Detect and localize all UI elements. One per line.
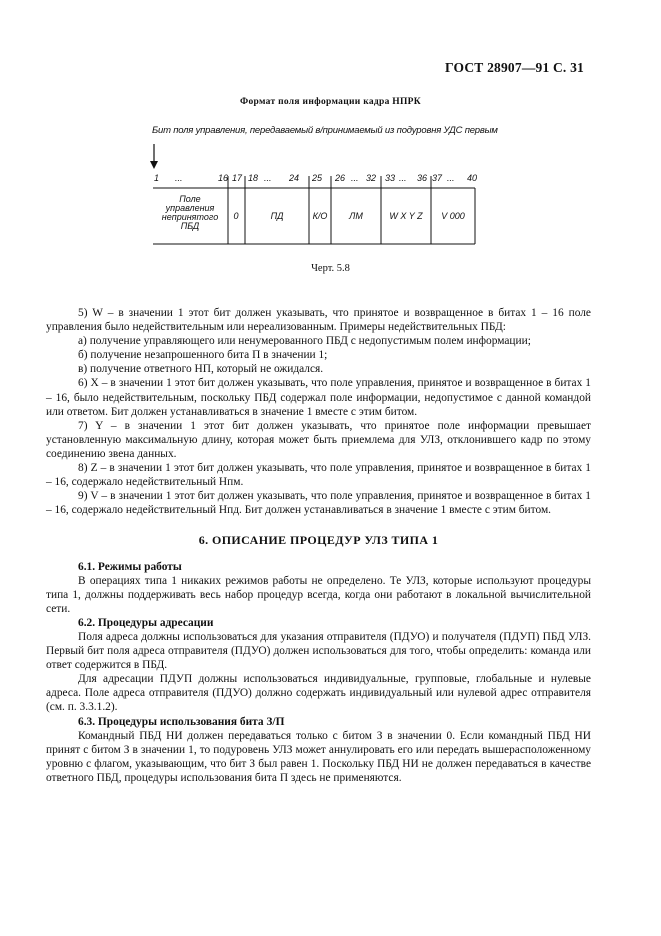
- section-heading: 6. ОПИСАНИЕ ПРОЦЕДУР УЛЗ ТИПА 1: [198, 533, 439, 548]
- paragraph: Поля адреса должны использоваться для указания отправителя (ПДУО) и получателя (ПДУП) ПБД УЛЗ. Первый бит поля адреса отправителя (ПДУО) должен использоваться для того, чтобы определить: команда или ответ содержится в ПБД.: [46, 630, 591, 672]
- arrow-head-icon: [150, 161, 158, 169]
- bit-label: 32: [366, 173, 377, 183]
- field-cell-text: управления: [165, 203, 215, 213]
- paragraph: а) получение управляющего или ненумерованного ПБД с недопустимым полем информации;: [78, 335, 531, 348]
- paragraph: 5) W – в значении 1 этот бит должен указывать, что принятое и возвращенное в битах 1 – 16 поле управления было недействительным или нереализованным. Примеры недействительных ПБД:: [46, 307, 591, 334]
- bit-label: 16: [218, 173, 229, 183]
- bit-label: ...: [351, 173, 359, 183]
- page-header: ГОСТ 28907—91 С. 31: [445, 60, 584, 75]
- bit-label: 33: [385, 173, 396, 183]
- bit-label: ...: [399, 173, 407, 183]
- paragraph: в) получение ответного НП, который не ожидался.: [78, 363, 324, 376]
- bit-label: ...: [264, 173, 272, 183]
- field-cell-text: ЛМ: [349, 211, 363, 221]
- bit-label: 26: [335, 173, 346, 183]
- field-cell-text: ПД: [270, 211, 284, 221]
- paragraph: 7) Y – в значении 1 этот бит должен указывать, что принятое поле информации превышает установленную максимальную длину, которая может быть приемлема для УЛЗ, отклонившего кадр по этому соединению звена данных.: [46, 419, 591, 460]
- bit-label: ...: [447, 173, 455, 183]
- field-cell-text: непринятого: [161, 212, 219, 222]
- subsection-heading: 6.3. Процедуры использования бита З/П: [78, 715, 285, 728]
- paragraph: 6) X – в значении 1 этот бит должен указывать, что поле управления, принятое и возвращенное в битах 1 – 16, было недействительным, поскольку ПБД содержал поле информации, недопустимое с данной командой или ответом. Бит должен устанавливаться в значение 1 вместе с этим битом.: [46, 377, 591, 418]
- figure-caption: Бит поля управления, передаваемый в/принимаемый из подуровня УДС первым: [152, 125, 498, 136]
- subsection-heading: 6.1. Режимы работы: [78, 560, 182, 573]
- bit-label: 17: [232, 173, 243, 183]
- frame-format-diagram: [145, 140, 485, 250]
- bit-label: 25: [312, 173, 323, 183]
- bit-label: 36: [417, 173, 428, 183]
- field-cell-text: 0: [233, 211, 239, 221]
- paragraph: Командный ПБД НИ должен передаваться только с битом З в значении 0. Если командный ПБД НИ принят с битом З в значении 1, то подуровень УЛЗ может аннулировать его или передать вышерасположенному уровню с флагом, указывающим, что бит З был равен 1. Поскольку ПБД НИ не должен передаваться в качестве ответного ПБД, процедуры использования бита П здесь не применяются.: [46, 729, 591, 784]
- paragraph: В операциях типа 1 никаких режимов работы не определено. Те УЛЗ, которые используют процедуры типа 1, должны поддерживать весь набор процедур всегда, когда они работают в локальной вычислительной сети.: [46, 574, 591, 615]
- field-cell-text: ПБД: [180, 221, 200, 231]
- field-cell-text: V 000: [441, 211, 465, 221]
- body-text: [46, 306, 591, 785]
- subsection-heading: 6.2. Процедуры адресации: [78, 616, 214, 629]
- bit-label: 40: [467, 173, 478, 183]
- figure-title: Формат поля информации кадра НПРК: [240, 97, 421, 107]
- field-cell-text: К/О: [312, 211, 328, 221]
- figure-label: Черт. 5.8: [311, 263, 350, 274]
- bit-label: 37: [432, 173, 443, 183]
- field-cell-text: W X Y Z: [389, 211, 423, 221]
- bit-label: 18: [248, 173, 259, 183]
- bit-label: 1: [154, 173, 160, 183]
- paragraph: Для адресации ПДУП должны использоваться индивидуальные, групповые, глобальные и нулевые адреса. Поле адреса отправителя (ПДУО) должно содержать индивидуальный или нулевой адрес отправителя (см. п. 3.3.1.2).: [46, 673, 591, 714]
- field-cell-text: Поле: [179, 194, 201, 204]
- bit-label: 24: [289, 173, 300, 183]
- paragraph: б) получение незапрошенного бита П в значении 1;: [78, 349, 328, 362]
- paragraph: 8) Z – в значении 1 этот бит должен указывать, что поле управления, принятое и возвращенное в битах 1 – 16, содержало недействительный Нпм.: [46, 462, 591, 489]
- bit-label: ...: [175, 173, 183, 183]
- paragraph: 9) V – в значении 1 этот бит должен указывать, что поле управления, принятое и возвращенное в битах 1 – 16, содержало недействительный Нпд. Бит должен устанавливаться в значение 1 вместе с этим битом.: [46, 490, 591, 517]
